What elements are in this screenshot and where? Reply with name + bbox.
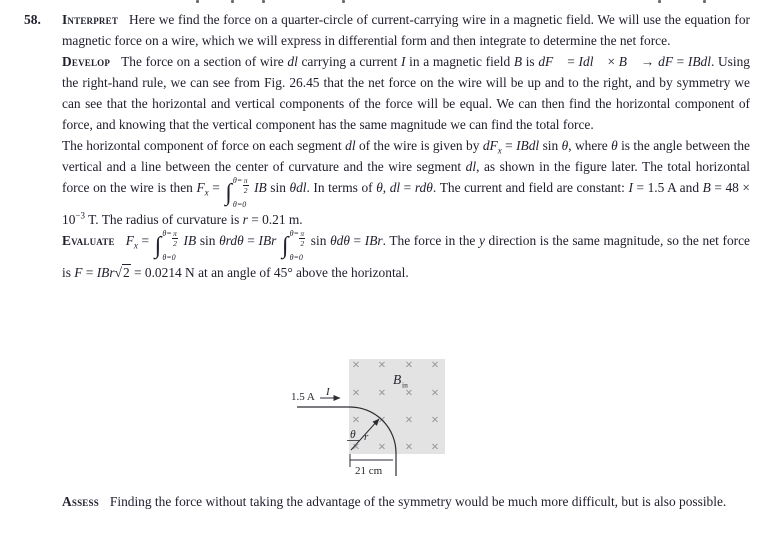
flux-cross-icon: ×	[351, 387, 361, 399]
develop2-text-before: The horizontal component of force on each segment dl of the wire is given by $dF_x$ = IBdl sin θ, where θ is the angle between the vertical and a line between the center of curvature and the wire segment dl, as shown in the figure later. The total horizontal force on the wire is then $F_x$ =	[62, 138, 751, 198]
section-label-interpret: Interpret	[62, 12, 119, 27]
figure-26-45	[280, 350, 480, 490]
pi-over-two-fraction: $\frac{\pi}{2}$	[173, 229, 177, 248]
assess-block	[62, 491, 750, 512]
flux-cross-icon: ×	[377, 387, 387, 399]
section-label-develop: Develop	[62, 54, 111, 69]
integral-sign: ∫	[281, 233, 289, 259]
radius-label: r	[364, 431, 369, 443]
flux-cross-icon: ×	[430, 414, 440, 426]
flux-cross-icon: ×	[404, 359, 414, 371]
flux-cross-icon: ×	[430, 441, 440, 453]
integral-expression	[225, 177, 248, 209]
remnant-mark	[262, 0, 265, 3]
field-label-subscript: in	[402, 380, 408, 390]
integral-upper-limit: θ=	[289, 229, 299, 238]
integral-sign: ∫	[225, 180, 232, 206]
problem-block	[24, 9, 750, 283]
assess-text: Finding the force without taking the advantage of the symmetry would be much more difficult, but is also possible.	[109, 494, 727, 509]
flux-cross-icon: ×	[404, 441, 414, 453]
flux-cross-icon: ×	[351, 441, 361, 453]
evaluate-seg1: $F_x$ =	[125, 233, 150, 251]
integral-lower-limit: θ=0	[289, 253, 303, 262]
current-label: 1.5 A	[291, 391, 315, 403]
develop2-text-after: IB sin θdl. In terms of θ, dl = rdθ. The current and field are constant: I = 1.5 A and $B = 48 \times 10^{-3}$ T. The radius of curvature is r = 0.21 m.	[62, 180, 750, 227]
evaluate-seg3: sin θdθ = IBr. The force in the y direction is the same magnitude, so the net force is F = IBr√2 = 0.0214 N at an angle of 45° above the horizontal.	[62, 233, 750, 280]
flux-cross-icon: ×	[351, 359, 361, 371]
flux-cross-icon: ×	[404, 387, 414, 399]
remnant-mark	[703, 0, 706, 3]
remnant-mark	[231, 0, 234, 3]
paragraph-assess	[62, 491, 750, 512]
flux-cross-icon: ×	[377, 359, 387, 371]
figure-canvas	[280, 350, 480, 490]
remnant-mark	[196, 0, 199, 3]
section-label-assess: Assess	[62, 494, 99, 509]
integral-upper-limit: θ=	[162, 229, 172, 238]
integral-sign: ∫	[154, 233, 162, 259]
integral-lower-limit: θ=0	[232, 200, 247, 209]
integral-expression	[155, 230, 178, 262]
paragraph-interpret	[62, 9, 750, 51]
section-label-evaluate: Evaluate	[62, 233, 115, 248]
solution-text	[62, 9, 750, 283]
flux-cross-icon: ×	[377, 414, 387, 426]
pi-over-two-fraction: $\frac{\pi}{2}$	[300, 229, 305, 248]
flux-cross-icon: ×	[377, 441, 387, 453]
develop-text: The force on a section of wire dl carrying a current I in a magnetic field B is dF⃗ = Idl⃗ × B⃗ → dF = IBdl. Using the right-hand rule, we can see from Fig. 26.45 that the net force on the wire will be up and to the right, and by symmetry we can see that the horizontal and vertical components of the force will be equal. We can then find the horizontal component of force, and knowing that the vertical component has the same magnitude we can find the total force.	[62, 54, 751, 132]
flux-cross-icon: ×	[430, 359, 440, 371]
paragraph-develop-2	[62, 135, 750, 230]
dimension-label: 21 cm	[355, 465, 383, 477]
remnant-mark	[342, 0, 345, 3]
paragraph-evaluate	[62, 230, 750, 283]
flux-cross-icon: ×	[404, 414, 414, 426]
flux-cross-icon: ×	[351, 414, 361, 426]
flux-cross-icon: ×	[430, 387, 440, 399]
integral-expression	[282, 230, 305, 262]
paragraph-develop	[62, 51, 750, 135]
problem-number: 58.	[24, 12, 41, 27]
angle-label: θ	[350, 429, 356, 441]
field-label: B	[393, 372, 402, 387]
interpret-text: Here we find the force on a quarter-circle of current-carrying wire in a magnetic field. We will use the equation for magnetic force on a wire, which we will express in differential form and then integrate to determine the net force.	[62, 12, 750, 48]
remnant-mark	[658, 0, 661, 3]
evaluate-seg2: IB sin θrdθ = IBr	[183, 233, 277, 248]
current-symbol: I	[326, 386, 330, 398]
integral-upper-limit: θ=	[232, 176, 243, 185]
pi-over-two-fraction: $\frac{\pi}{2}$	[243, 176, 248, 195]
integral-lower-limit: θ=0	[162, 253, 176, 262]
